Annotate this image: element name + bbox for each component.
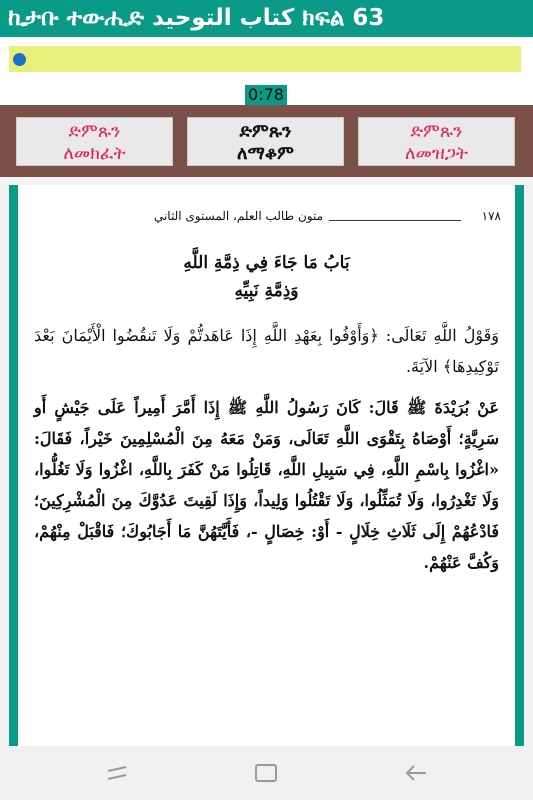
- seek-thumb[interactable]: [13, 53, 26, 66]
- pause-button-line2: ለማቆም: [237, 143, 294, 164]
- book-viewer[interactable]: [0, 185, 533, 746]
- book-page: [9, 185, 524, 746]
- time-display: 0:78: [245, 85, 287, 105]
- home-icon[interactable]: [254, 762, 278, 784]
- chapter-title: [18, 249, 515, 305]
- quran-verse-paragraph: وَقَوْلُ اللَّهِ تَعَالَى: ﴿وَأَوْفُوا بِعَهْدِ اللَّهِ إِذَا عَاهَدتُّمْ وَلَا تَنقُضُوا الْأَيْمَانَ بَعْدَ تَوْكِيدِهَا﴾ الآيَةَ.: [34, 326, 499, 376]
- pause-audio-button[interactable]: [187, 117, 344, 166]
- page-number: ١٧٨: [481, 209, 501, 223]
- audio-controls: [0, 105, 533, 177]
- play-audio-button[interactable]: [16, 117, 173, 166]
- stop-audio-button[interactable]: [358, 117, 515, 166]
- stop-button-line2: ለመዝጋት: [405, 143, 468, 164]
- system-nav-bar: [0, 746, 533, 800]
- audio-player: [0, 37, 533, 105]
- pause-button-line1: ድምጹን: [239, 121, 292, 142]
- header-rule: [329, 220, 461, 221]
- play-button-line2: ለመክፈት: [63, 143, 126, 164]
- stop-button-line1: ድምጹን: [410, 121, 463, 142]
- chapter-title-line1: بَابُ مَا جَاءَ فِي ذِمَّةِ اللَّهِ: [183, 253, 350, 273]
- back-icon[interactable]: [404, 762, 428, 784]
- hadith-paragraph: عَنْ بُرَيْدَةَ ﷺ قَالَ: كَانَ رَسُولُ اللَّهِ ﷺ إِذَا أَمَّرَ أَمِيراً عَلَى جَيْشٍ أَو سَرِيَّةٍ؛ أَوْصَاهُ بِتَقْوَى اللَّهِ تَعَالَى، وَمَنْ مَعَهُ مِنَ الْمُسْلِمِينَ خَيْراً، فَقَالَ: «اغْزُوا بِاسْمِ اللَّهِ، فِي سَبِيلِ اللَّهِ، قَاتِلُوا مَنْ كَفَرَ بِاللَّهِ، اغْزُوا وَلَا تَغُلُّوا، وَلَا تَغْدِرُوا، وَلَا تُمَثِّلُوا، وَلَا تَقْتُلُوا وَلِيداً، وَإِذَا لَقِيتَ عَدُوَّكَ مِنَ الْمُشْرِكِينَ؛ فَادْعُهُمْ إِلَى ثَلَاثِ خِلَالٍ - أَوْ: خِصَالٍ -، فَأَيَّتَهُنَّ مَا أَجَابُوكَ؛ فَاقْبَلْ مِنْهُمْ، وَكُفَّ عَنْهُمْ.: [34, 398, 499, 572]
- app-title: ኪታቡ ተውሒድ كتاب التوحيد ክፍል 63: [8, 5, 385, 31]
- page-header: [32, 209, 501, 227]
- page-header-text: متون طالب العلم، المستوى الثاني: [153, 209, 323, 223]
- chapter-title-line2: وَذِمَّةِ نَبِيِّهِ: [234, 281, 299, 301]
- divider: [0, 177, 533, 185]
- seek-bar[interactable]: [9, 46, 521, 72]
- app-title-bar: [0, 0, 533, 37]
- play-button-line1: ድምጹን: [68, 121, 121, 142]
- recents-icon[interactable]: [106, 762, 130, 784]
